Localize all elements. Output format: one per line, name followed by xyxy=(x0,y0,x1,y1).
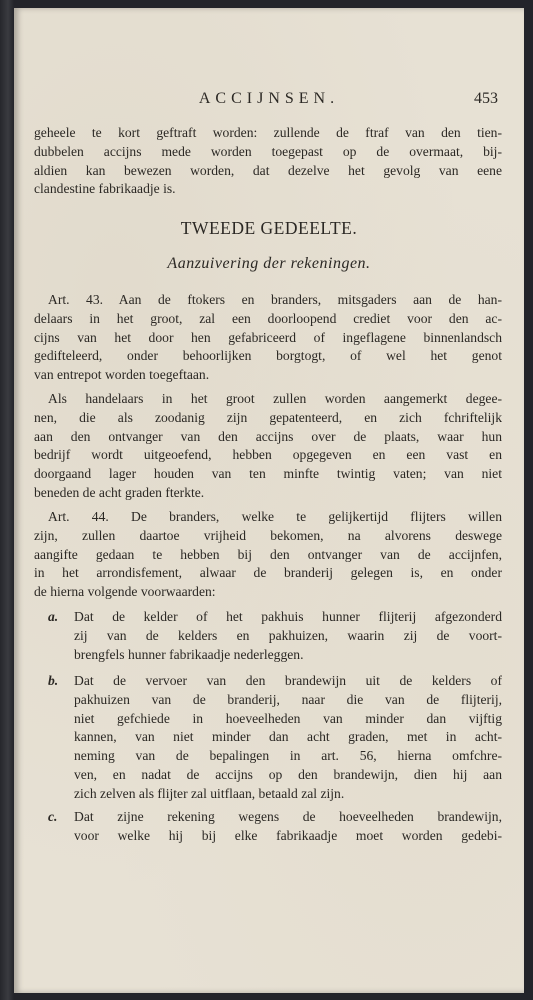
text-line: Dat zijne rekening wegens de hoeveelheden brandewijn, xyxy=(74,809,502,824)
text-line: doorgaand lager houden van ten minfte twintig vaten; van niet xyxy=(34,466,502,482)
list-marker: b. xyxy=(48,673,59,688)
condition-c xyxy=(34,808,502,846)
condition-b xyxy=(34,672,502,804)
list-marker: a. xyxy=(48,609,59,624)
text-line: voor welke hij bij elke fabrikaadje moet worden gedebi- xyxy=(74,827,502,843)
text-line: ven, en nadat de accijns op den brandewijn, dien hij aan xyxy=(74,766,502,782)
intro-paragraph xyxy=(34,124,502,199)
handelaars-paragraph xyxy=(34,390,502,503)
text-line: brengfels hunner fabrikaadje nederleggen. xyxy=(74,646,304,662)
text-line: cijns van het door hen gefabriceerd of ingeflagene binnenlandsch xyxy=(34,329,502,345)
page-header xyxy=(14,90,524,112)
text-line: Als handelaars in het groot zullen worden aangemerkt degee- xyxy=(48,391,502,406)
text-line: neming van de bepalingen in art. 56, hierna omfchre- xyxy=(74,748,502,764)
text-line: zich zelven als flijter zal uitflaan, betaald zal zijn. xyxy=(74,785,345,801)
running-title: ACCIJNSEN. xyxy=(198,90,340,107)
condition-a xyxy=(34,608,502,664)
text-line: beneden de acht graden fterkte. xyxy=(34,484,205,500)
text-line: aldien kan bewezen worden, dat dezelve het gevolg van eene xyxy=(34,162,502,178)
text-line: Dat de vervoer van den brandewijn uit de kelders of xyxy=(74,673,502,688)
list-marker: c. xyxy=(48,809,58,824)
text-line: Art. 44. De branders, welke te gelijkertijd flijters willen xyxy=(48,509,502,524)
section-heading: TWEEDE GEDEELTE. xyxy=(180,218,358,238)
text-line: aan den ontvanger van den accijns over de plaats, waar hun xyxy=(34,428,502,444)
text-line: dubbelen accijns mede worden toegepast op de overmaat, bij- xyxy=(34,143,502,159)
page-number: 453 xyxy=(474,90,498,107)
text-line: Art. 43. Aan de ftokers en branders, mitsgaders aan de han- xyxy=(48,292,502,307)
text-line: delaars in het groot, zal een doorloopend crediet voor den ac- xyxy=(34,310,502,326)
text-line: zij van de kelders en pakhuizen, waarin zij de voort- xyxy=(74,627,502,643)
text-line: clandestine fabrikaadje is. xyxy=(34,181,176,197)
text-line: nen, die als zoodanig zijn gepatenteerd, en zich fchriftelijk xyxy=(34,409,502,425)
text-line: kannen, van niet minder dan acht graden, met in acht- xyxy=(74,729,502,745)
text-line: de hierna volgende voorwaarden: xyxy=(34,584,216,600)
article-44 xyxy=(34,508,502,602)
text-line: zijn, zullen daartoe vrijheid bekomen, na alvorens deswege xyxy=(34,527,502,543)
article-43 xyxy=(34,291,502,385)
book-page xyxy=(14,8,524,993)
section-subheading: Aanzuivering der rekeningen. xyxy=(167,255,371,272)
text-line: gedifteleerd, onder behoorlijken borgtogt, of wel het genot xyxy=(34,348,502,364)
text-line: geheele te kort geftraft worden: zullende de ftraf van den tien- xyxy=(34,125,502,140)
text-line: bedrijf wordt uitgeoefend, hebben opgegeven en een vast en xyxy=(34,447,502,463)
text-line: Dat de kelder of het pakhuis hunner flijterij afgezonderd xyxy=(74,609,502,624)
text-line: in het arrondisfement, alwaar de branderij gelegen is, en onder xyxy=(34,565,502,581)
text-line: pakhuizen van de branderij, naar die van de flijterij, xyxy=(74,691,502,707)
text-line: niet gefchiede in hoeveelheden van minder dan vijftig xyxy=(74,710,502,726)
text-line: van entrepot worden toegeftaan. xyxy=(34,367,210,383)
text-line: aangifte gedaan te hebben bij den ontvanger van de accijnfen, xyxy=(34,546,502,562)
